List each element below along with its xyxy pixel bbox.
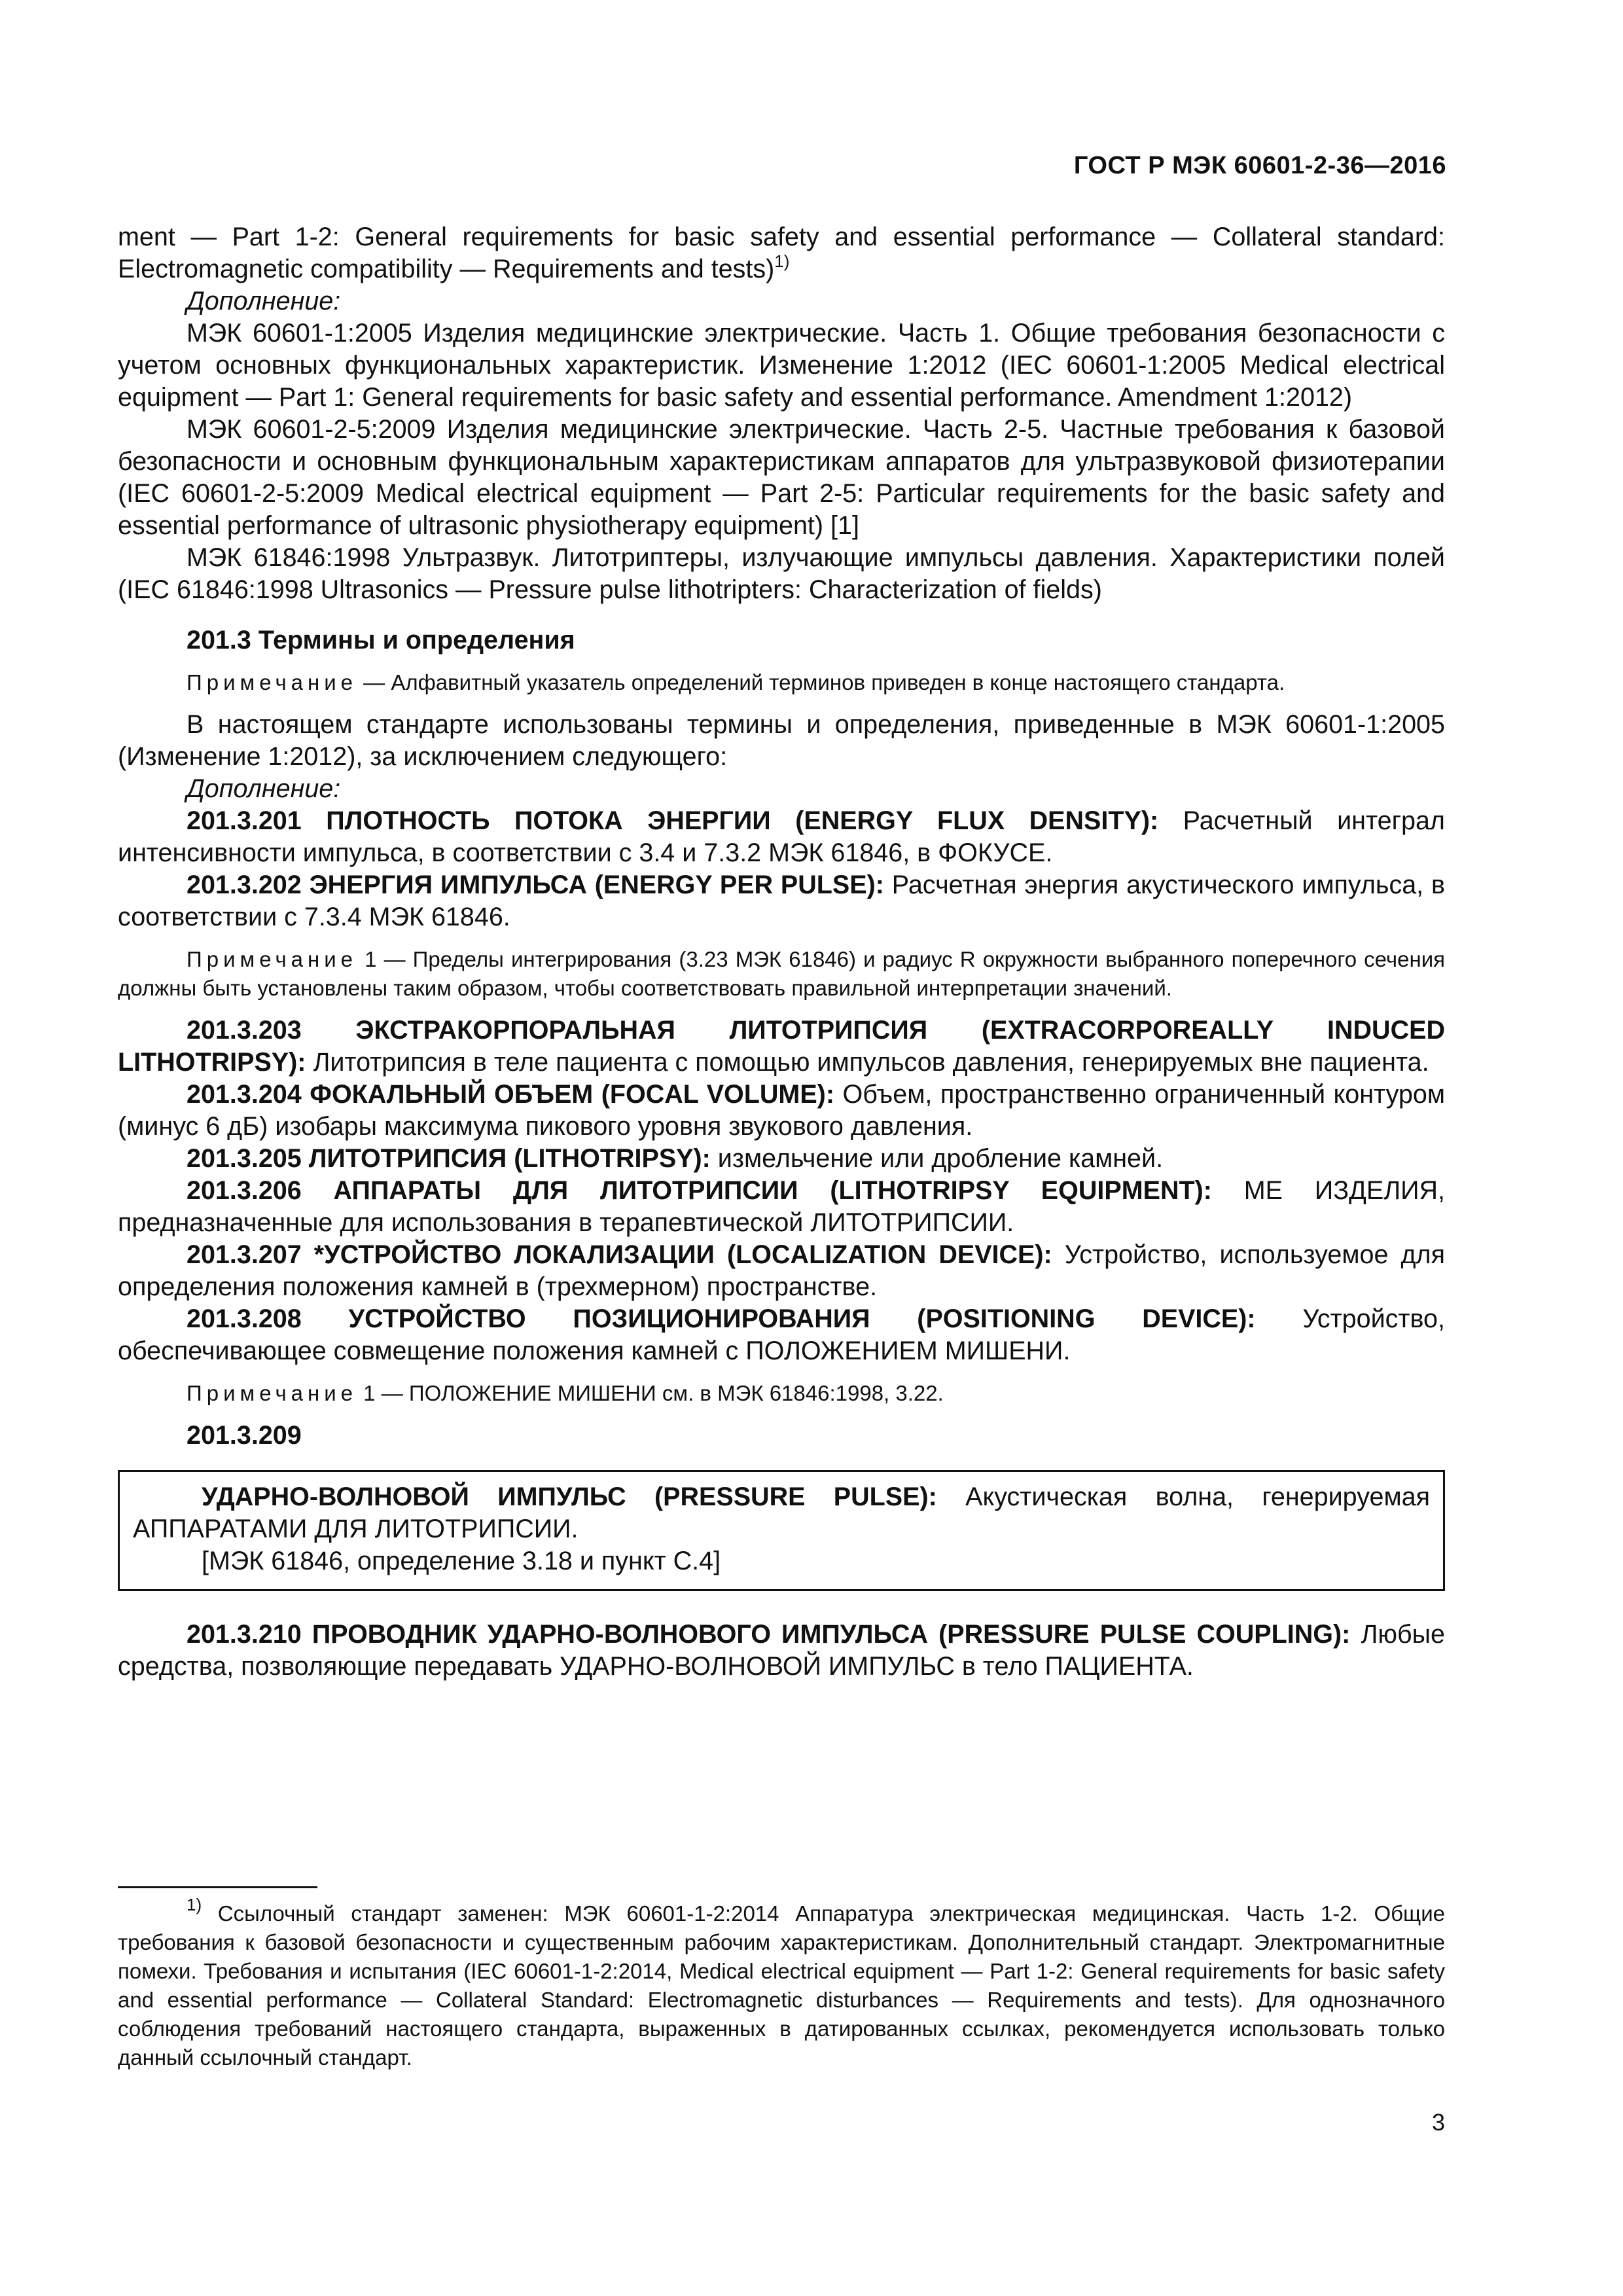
term-206	[118, 1175, 1445, 1239]
term-202-head: 201.3.202 ЭНЕРГИЯ ИМПУЛЬСА (ENERGY PER PULSE):	[187, 870, 884, 899]
term-208	[118, 1303, 1445, 1367]
term-203-head: 201.3.203 ЭКСТРАКОРПОРАЛЬНАЯ ЛИТОТРИПСИЯ (EXTRACORPOREALLY INDUCED LITHOTRIPSY):	[118, 1016, 1445, 1077]
page-content	[118, 221, 1445, 1683]
document-code: ГОСТ Р МЭК 60601-2-36—2016	[1073, 152, 1446, 179]
term-201-text: Расчетный интеграл интенсивности импульса, в соответствии с 3.4 и 7.3.2 МЭК 61846, в ФОКУСЕ.	[118, 806, 1445, 867]
section-intro: В настоящем стандарте использованы термины и определения, приведенные в МЭК 60601-1:2005 (Изменение 1:2012), за исключением следующего:	[118, 710, 1445, 771]
term-202-text: Расчетная энергия акустического импульса, в соответствии с 7.3.4 МЭК 61846.	[118, 870, 1445, 931]
note-label: Примечание	[187, 947, 358, 971]
page-number: 3	[1431, 2109, 1445, 2136]
term-209-box	[118, 1470, 1445, 1591]
note-label: Примечание	[187, 670, 358, 694]
section-note	[118, 668, 1445, 697]
reference-iec-60601-2-5: МЭК 60601-2-5:2009 Изделия медицинские электрические. Часть 2-5. Частные требования к базовой безопасности и основным функциональным характеристикам аппаратов для ультразвуковой физиотерапии (IEC 60601-2-5:2009 Medical electrical equipment — Part 2-5: Particular requirements for the basic safety and essential performance of ultrasonic physiotherapy equipment) [1]	[118, 415, 1445, 540]
term-203	[118, 1014, 1445, 1079]
section-title: 201.3 Термины и определения	[187, 626, 575, 655]
term-202-note	[118, 945, 1445, 1003]
term-204-head: 201.3.204 ФОКАЛЬНЫЙ ОБЪЕМ (FOCAL VOLUME):	[187, 1080, 834, 1109]
reference-iec-61846: МЭК 61846:1998 Ультразвук. Литотриптеры, излучающие импульсы давления. Характеристики полей (IEC 61846:1998 Ultrasonics — Pressure pulse lithotripters: Characterization of fields)	[118, 543, 1445, 604]
term-206-text: МЕ ИЗДЕЛИЯ, предназначенные для использования в терапевтической ЛИТОТРИПСИИ.	[118, 1176, 1446, 1237]
term-209-source: [МЭК 61846, определение 3.18 и пункт С.4]	[202, 1547, 721, 1575]
term-208-note	[118, 1379, 1445, 1408]
term-209-head: УДАРНО-ВОЛНОВОЙ ИМПУЛЬС (PRESSURE PULSE):	[202, 1482, 937, 1511]
term-205-head: 201.3.205 ЛИТОТРИПСИЯ (LITHOTRIPSY):	[187, 1144, 711, 1173]
reference-iec-60601-1: МЭК 60601-1:2005 Изделия медицинские электрические. Часть 1. Общие требования безопасности с учетом основных функциональных характеристик. Изменение 1:2012 (IEC 60601-1:2005 Medical electrical equipment — Part 1: General requirements for basic safety and essential performance. Amendment 1:2012)	[118, 319, 1445, 412]
footnote	[118, 1895, 1445, 2072]
footnote-text: Ссылочный стандарт заменен: МЭК 60601-1-2:2014 Аппаратура электрическая медицинская. Часть 1-2. Общие требования к базовой безопасности и существенным рабочим характеристикам. Дополнительный стандарт. Электромагнитные помехи. Требования и испытания (IEC 60601-1-2:2014, Medical electrical equipment — Part 1-2: General requirements for basic safety and essential performance — Collateral Standard: Electromagnetic disturbances — Requirements and tests). Для однозначного соблюдения требований настоящего стандарта, выраженных в датированных ссылках, рекомендуется использовать только данный ссылочный стандарт.	[118, 1901, 1445, 2070]
term-205	[118, 1143, 1445, 1175]
term-203-text: Литотрипсия в теле пациента с помощью импульсов давления, генерируемых вне пациента.	[306, 1048, 1429, 1077]
term-204-text: Объем, пространственно ограниченный контуром (минус 6 дБ) изобары максимума пикового уровня звукового давления.	[118, 1080, 1445, 1141]
footnote-text-block	[118, 1895, 1445, 2072]
term-205-text: измельчение или дробление камней.	[710, 1144, 1164, 1173]
note-label: Примечание	[187, 1381, 358, 1405]
term-207-head: 201.3.207 *УСТРОЙСТВО ЛОКАЛИЗАЦИИ (LOCALIZATION DEVICE):	[187, 1240, 1052, 1269]
section-addition-label: Дополнение:	[187, 774, 341, 803]
footnote-divider	[118, 1886, 317, 1888]
term-207	[118, 1239, 1445, 1303]
term-208-text: Устройство, обеспечивающее совмещение положения камней с ПОЛОЖЕНИЕМ МИШЕНИ.	[118, 1304, 1446, 1365]
reference-continuation-text: ment — Part 1-2: General requirements for basic safety and essential performance — Collateral standard: Electromagnetic compatibility — Requirements and tests)	[118, 223, 1445, 283]
term-209	[133, 1481, 1430, 1545]
term-209-number: 201.3.209	[187, 1421, 302, 1450]
term-207-text: Устройство, используемое для определения положения камней в (трехмерном) пространстве.	[118, 1240, 1445, 1301]
term-210-text: Любые средства, позволяющие передавать УДАРНО-ВОЛНОВОЙ ИМПУЛЬС в тело ПАЦИЕНТА.	[118, 1620, 1445, 1681]
term-202	[118, 869, 1445, 933]
term-210-head: 201.3.210 ПРОВОДНИК УДАРНО-ВОЛНОВОГО ИМПУЛЬСА (PRESSURE PULSE COUPLING):	[187, 1620, 1351, 1649]
footnote-marker: 1)	[187, 1895, 202, 1914]
term-201-head: 201.3.201 ПЛОТНОСТЬ ПОТОКА ЭНЕРГИИ (ENERGY FLUX DENSITY):	[187, 806, 1159, 835]
term-206-head: 201.3.206 АППАРАТЫ ДЛЯ ЛИТОТРИПСИИ (LITHOTRIPSY EQUIPMENT):	[187, 1176, 1212, 1205]
term-201	[118, 805, 1445, 869]
note-text: 1 — Пределы интегрирования (3.23 МЭК 61846) и радиус R окружности выбранного поперечного сечения должны быть установлены таким образом, чтобы соответствовать правильной интерпретации значений.	[118, 947, 1445, 1000]
term-204	[118, 1079, 1445, 1143]
term-208-head: 201.3.208 УСТРОЙСТВО ПОЗИЦИОНИРОВАНИЯ (POSITIONING DEVICE):	[187, 1304, 1256, 1333]
reference-continuation	[118, 221, 1445, 285]
term-209-text: Акустическая волна, генерируемая АППАРАТАМИ ДЛЯ ЛИТОТРИПСИИ.	[133, 1482, 1430, 1543]
note-text: — Алфавитный указатель определений терминов приведен в конце настоящего стандарта.	[357, 670, 1285, 694]
addition-label: Дополнение:	[187, 287, 341, 315]
note-text: 1 — ПОЛОЖЕНИЕ МИШЕНИ см. в МЭК 61846:1998, 3.22.	[357, 1381, 944, 1405]
footnote-marker-ref: 1)	[774, 251, 790, 271]
term-210	[118, 1619, 1445, 1683]
